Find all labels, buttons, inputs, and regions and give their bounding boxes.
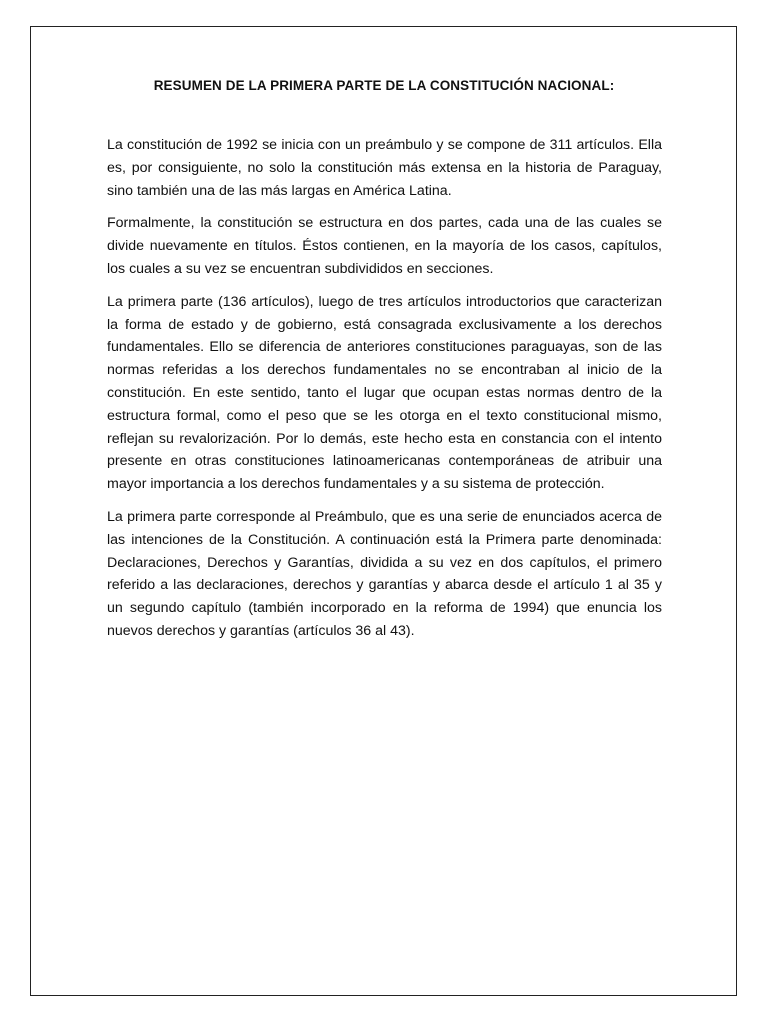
paragraph-2: Formalmente, la constitución se estructura en dos partes, cada una de las cuales se divide nuevamente en títulos. Éstos contienen, en la mayoría de los casos, capítulos, los cuales a su vez se encuentran subdivididos en secciones. xyxy=(107,215,662,277)
paragraph-1: La constitución de 1992 se inicia con un preámbulo y se compone de 311 artículos. Ella es, por consiguiente, no solo la constitución más extensa en la historia de Paraguay, sino también una de las más largas en América Latina. xyxy=(107,137,662,199)
document-title: RESUMEN DE LA PRIMERA PARTE DE LA CONSTITUCIÓN NACIONAL: xyxy=(153,78,615,93)
paragraph-4: La primera parte corresponde al Preámbulo, que es una serie de enunciados acerca de las intenciones de la Constitución. A continuación está la Primera parte denominada: Declaraciones, Derechos y Garantías, dividida a su vez en dos capítulos, el primero referido a las declaraciones, derechos y garantías y abarca desde el artículo 1 al 35 y un segundo capítulo (también incorporado en la reforma de 1994) que enuncia los nuevos derechos y garantías (artículos 36 al 43). xyxy=(107,508,662,639)
paragraph-3: La primera parte (136 artículos), luego de tres artículos introductorios que caracterizan la forma de estado y de gobierno, está consagrada exclusivamente a los derechos fundamentales. Ello se diferencia de anteriores constituciones paraguayas, son de las normas referidas a los derechos fundamentales no se encontraban al inicio de la constitución. En este sentido, tanto el lugar que ocupan estas normas dentro de la estructura formal, como el peso que se les otorga en el texto constitucional mismo, reflejan su revalorización. Por lo demás, este hecho esta en constancia con el intento presente en otras constituciones latinoamericanas contemporáneas de atribuir una mayor importancia a los derechos fundamentales y a su sistema de protección. xyxy=(107,293,662,493)
document-body xyxy=(107,134,662,653)
